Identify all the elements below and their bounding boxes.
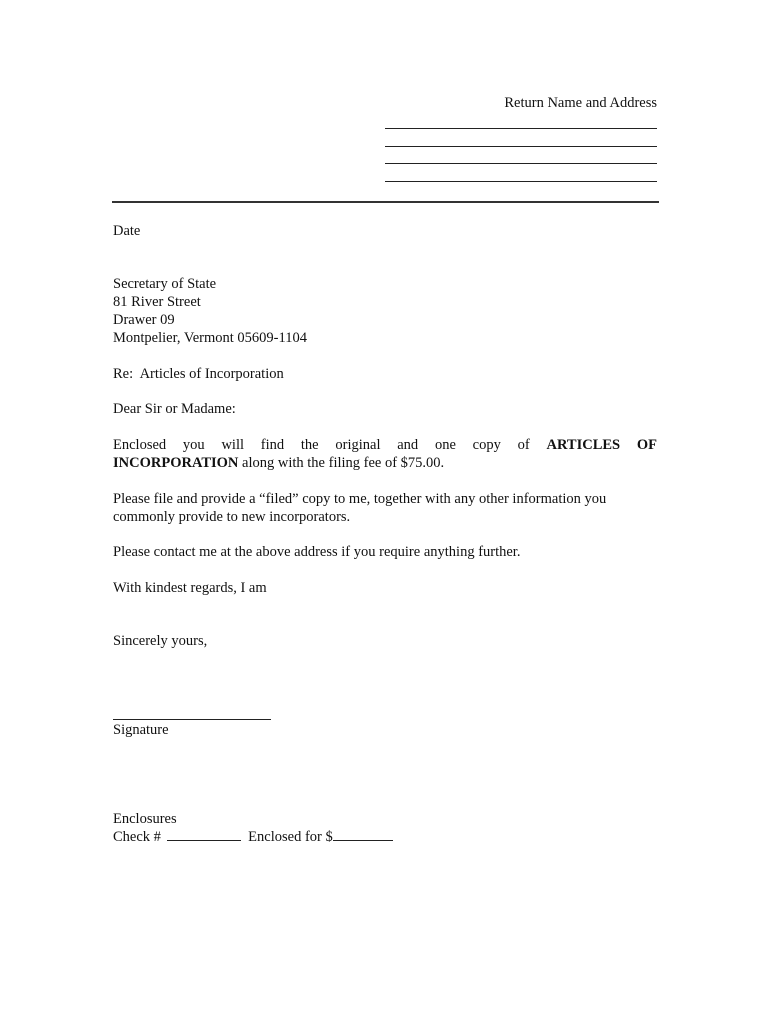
check-number-label: Check #: [113, 829, 161, 845]
enclosed-amount-field[interactable]: [333, 828, 393, 841]
enclosures-check-line: [113, 828, 393, 846]
check-number-field[interactable]: [167, 828, 241, 841]
p1-bold-text-1: ARTICLES OF: [546, 437, 658, 453]
closing: Sincerely yours,: [113, 633, 208, 649]
paragraph-2-line-1: Please file and provide a “filed” copy to me, together with any other information you: [113, 491, 607, 507]
salutation: Dear Sir or Madame:: [113, 401, 236, 417]
paragraph-1-line-2: [113, 454, 444, 472]
return-address-line-4[interactable]: [385, 181, 657, 182]
recipient-line-1: Secretary of State: [113, 276, 217, 292]
paragraph-4: With kindest regards, I am: [113, 580, 267, 596]
p1-end-text: along with the filing fee of $75.00.: [242, 455, 445, 471]
return-address-line-2[interactable]: [385, 146, 657, 147]
signature-label: Signature: [113, 722, 169, 738]
return-address-label: Return Name and Address: [504, 95, 657, 111]
return-address-line-3[interactable]: [385, 163, 657, 164]
recipient-line-2: 81 River Street: [113, 294, 201, 310]
paragraph-2-line-2: commonly provide to new incorporators.: [113, 509, 351, 525]
p1-start-text: Enclosed you will find the original and one copy of: [113, 437, 530, 453]
signature-line[interactable]: [113, 719, 271, 720]
p1-bold-text-2: INCORPORATION: [113, 455, 239, 471]
recipient-line-3: Drawer 09: [113, 312, 175, 328]
paragraph-1-line-1: [113, 436, 657, 454]
paragraph-3: Please contact me at the above address if you require anything further.: [113, 544, 521, 560]
return-address-line-1[interactable]: [385, 128, 657, 129]
enclosed-for-label: Enclosed for $: [248, 829, 333, 845]
header-divider: [112, 201, 659, 203]
enclosures-label: Enclosures: [113, 811, 177, 827]
subject-line: Re: Articles of Incorporation: [113, 366, 284, 382]
date-label: Date: [113, 223, 141, 239]
recipient-line-4: Montpelier, Vermont 05609-1104: [113, 330, 307, 346]
